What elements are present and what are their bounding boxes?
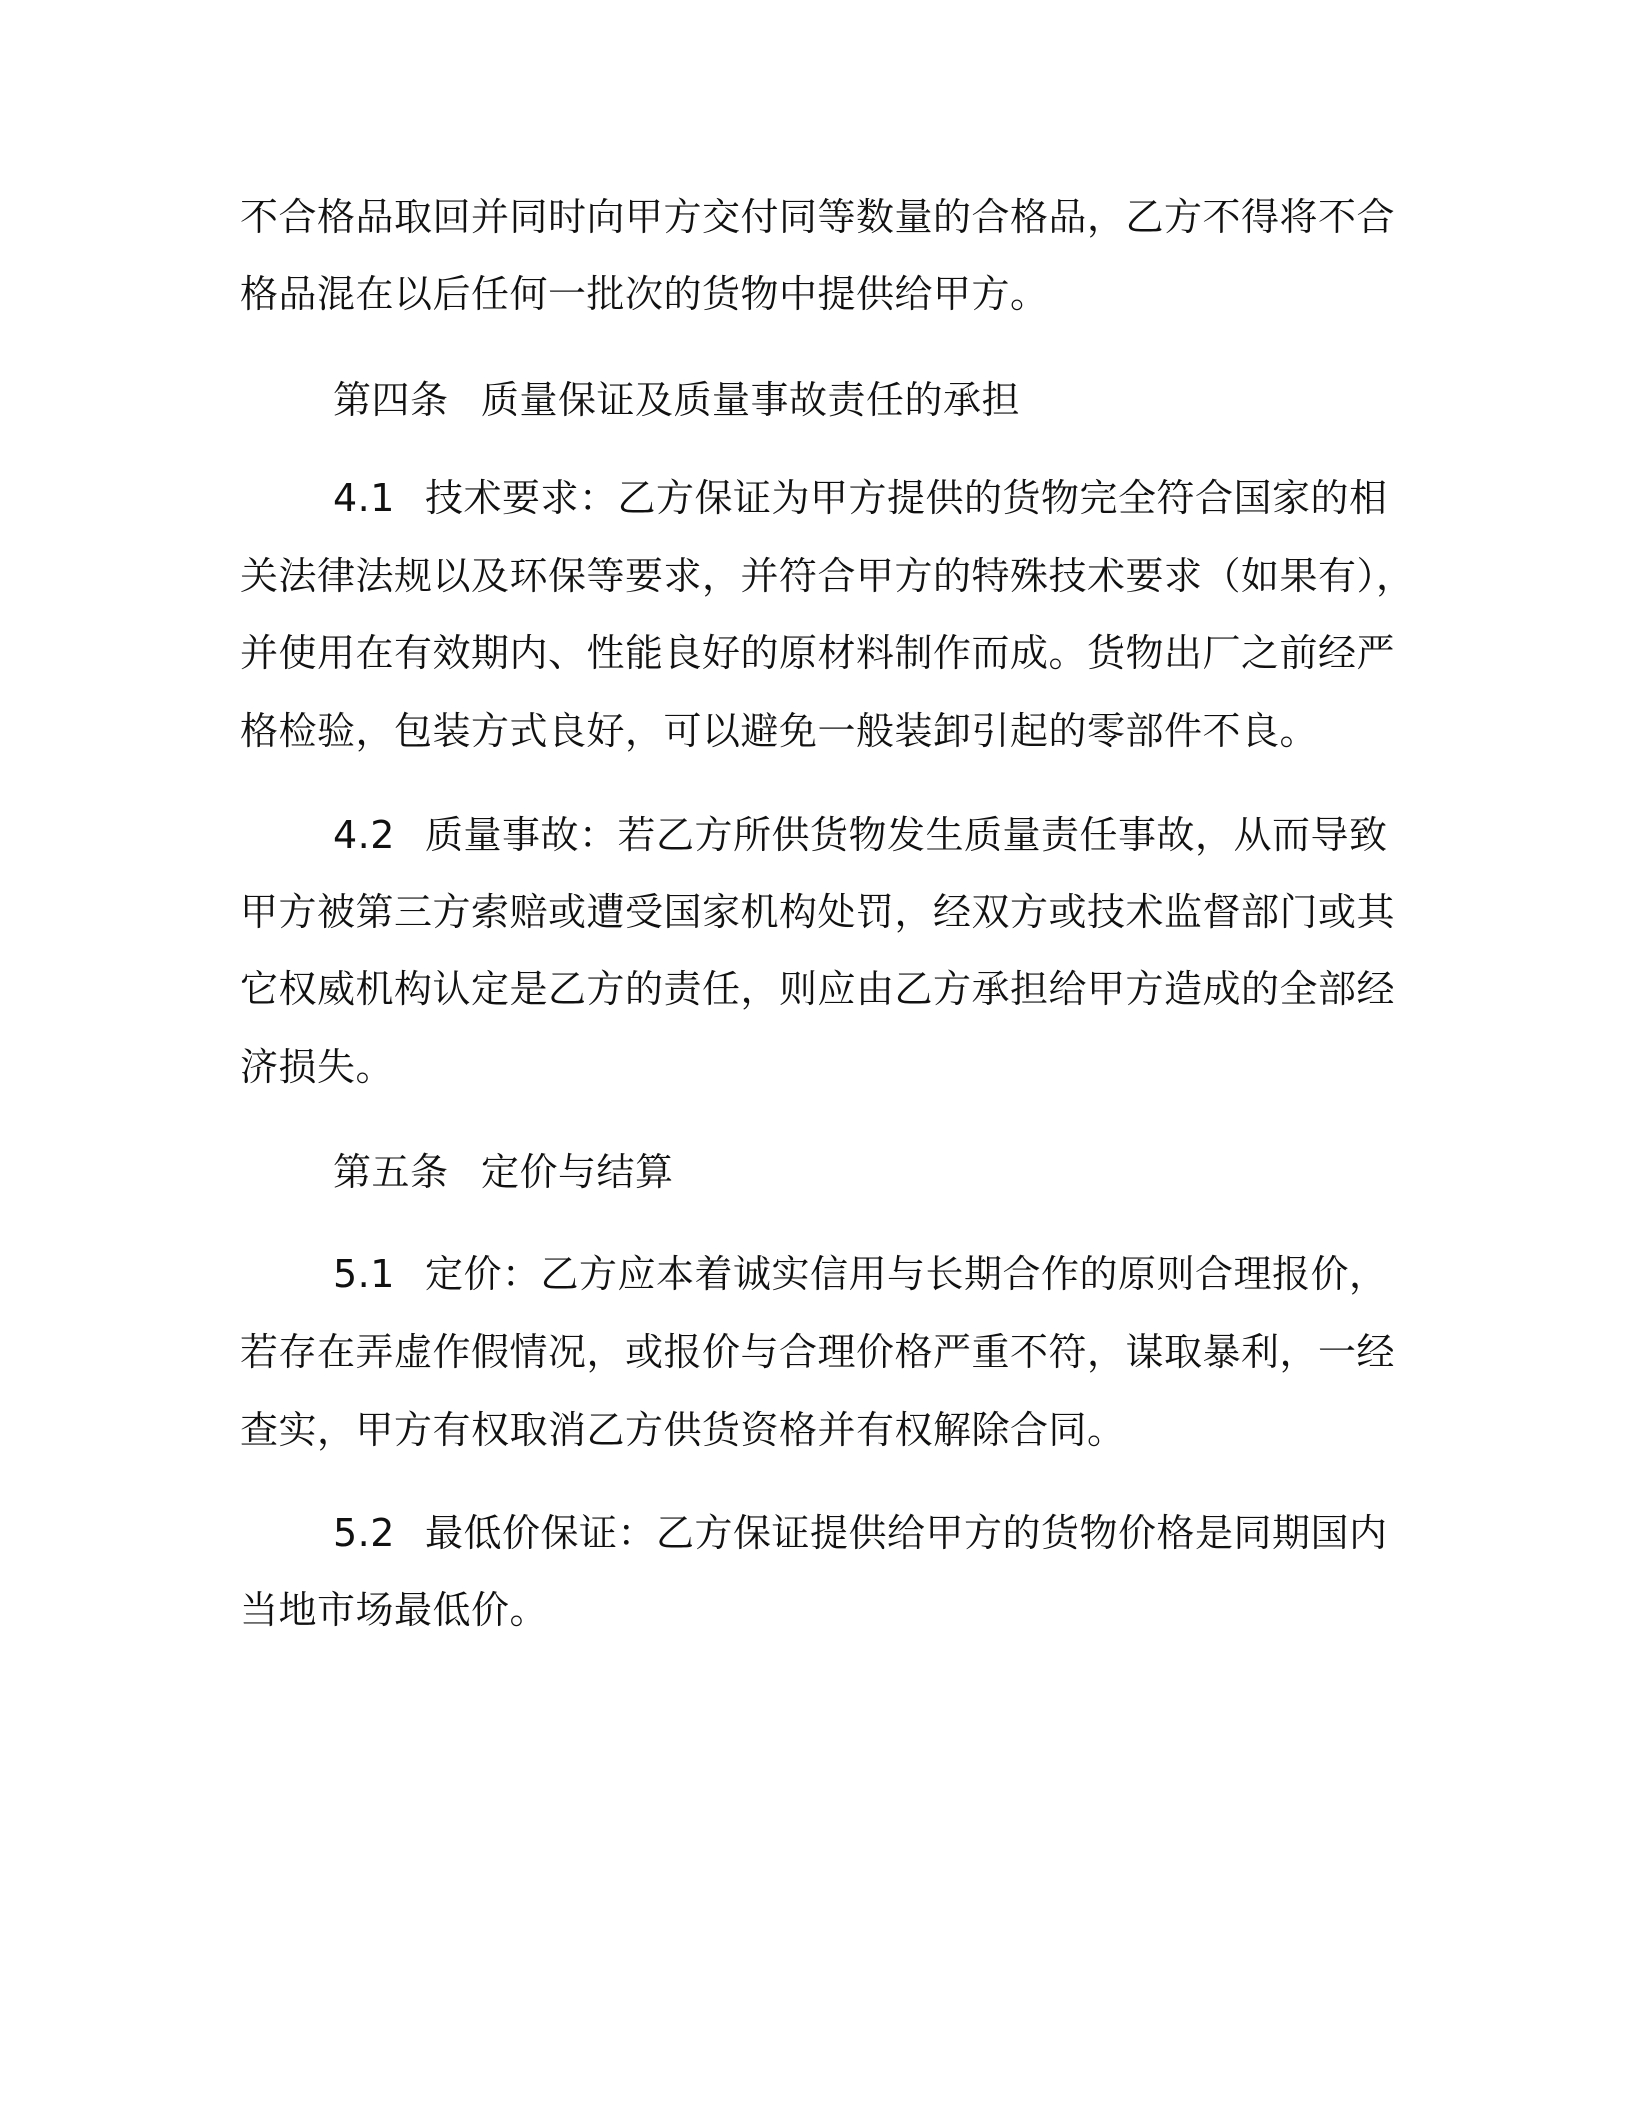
article-4-title: 质量保证及质量事故责任的承担 (481, 378, 1021, 422)
clause-4-2-first-line (333, 812, 1388, 858)
clause-4-1-number: 4.1 (333, 476, 395, 520)
clause-4-1-line: 关法律法规以及环保等要求，并符合甲方的特殊技术要求（如果有）， (240, 554, 1415, 598)
clause-5-1-line: 若存在弄虚作假情况，或报价与合理价格严重不符，谋取暴利，一经 (240, 1330, 1396, 1374)
continuation-line: 格品混在以后任何一批次的货物中提供给甲方。 (240, 272, 1049, 316)
clause-4-1-first-line (333, 475, 1388, 521)
clause-4-2-line: 济损失。 (240, 1045, 395, 1089)
clause-5-1-text: 定价：乙方应本着诚实信用与长期合作的原则合理报价， (425, 1252, 1388, 1296)
clause-4-2-number: 4.2 (333, 813, 395, 857)
clause-5-2-line: 当地市场最低价。 (240, 1588, 549, 1632)
article-5-number: 第五条 (333, 1150, 449, 1194)
clause-4-1-line: 格检验，包装方式良好，可以避免一般装卸引起的零部件不良。 (240, 709, 1319, 753)
clause-5-1-number: 5.1 (333, 1252, 395, 1296)
clause-4-1-line: 并使用在有效期内、性能良好的原材料制作而成。货物出厂之前经严 (240, 631, 1396, 675)
clause-5-1-first-line (333, 1251, 1388, 1297)
clause-4-2-text: 质量事故：若乙方所供货物发生质量责任事故，从而导致 (425, 813, 1388, 857)
clause-5-1-line: 查实，甲方有权取消乙方供货资格并有权解除合同。 (240, 1408, 1126, 1452)
article-4-heading (333, 377, 1020, 423)
article-4-number: 第四条 (333, 378, 449, 422)
article-5-heading (333, 1149, 674, 1195)
clause-4-1-text: 技术要求：乙方保证为甲方提供的货物完全符合国家的相 (425, 476, 1388, 520)
clause-5-2-number: 5.2 (333, 1511, 395, 1555)
continuation-line: 不合格品取回并同时向甲方交付同等数量的合格品，乙方不得将不合 (240, 195, 1396, 239)
clause-5-2-first-line (333, 1510, 1388, 1556)
clause-4-2-line: 甲方被第三方索赔或遭受国家机构处罚，经双方或技术监督部门或其 (240, 890, 1396, 934)
article-5-title: 定价与结算 (481, 1150, 674, 1194)
clause-4-2-line: 它权威机构认定是乙方的责任，则应由乙方承担给甲方造成的全部经 (240, 967, 1396, 1011)
clause-5-2-text: 最低价保证：乙方保证提供给甲方的货物价格是同期国内 (425, 1511, 1388, 1555)
